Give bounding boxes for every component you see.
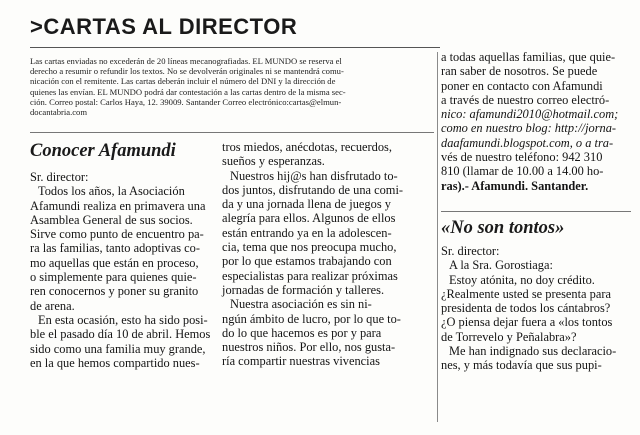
text-line: de arena. [30,298,75,313]
text-line: Sirve como punto de encuentro pa- [30,227,204,242]
text-line: especialistas para realizar próximas [222,268,398,283]
text-line: sido como una familia muy grande, [30,341,206,356]
text-line: En esta ocasión, esto ha sido posi- [38,312,208,327]
text-line: de Torrevelo y Peñalabra»? [441,329,577,344]
notice-line: nicación con el remitente. Las cartas deberán incluir el número del DNI y la dirección de [30,76,336,87]
section-title: >CARTAS AL DIRECTOR [30,14,298,39]
text-line: Estoy atónita, no doy crédito. [449,272,595,287]
submission-notice [30,56,435,117]
text-line: da y una jornada llena de juegos y [222,197,391,212]
text-line: Afamundi realiza en primavera una [30,198,206,213]
text-line: Todos los años, la Asociación [38,184,185,199]
text-line: ren conocernos y poner su granito [30,284,199,299]
text-line: mo aquellas que están en proceso, [30,255,199,270]
title-rule [30,47,440,48]
text-line: tros miedos, anécdotas, recuerdos, [222,140,392,154]
text-line: por lo que estamos trabajando con [222,254,392,269]
text-line: Asamblea General de sus socios. [30,212,193,227]
text-line: do lo que hacemos es por y para [222,325,382,340]
notice-line: docantabria.com [30,107,88,118]
letter2-headline: «No son tontos» [441,218,565,238]
letter2-column [441,244,633,373]
text-line: Nuestra asociación es sin ni- [230,297,372,312]
text-line: ngún ámbito de lucro, por lo que to- [222,311,401,326]
text-line: jornadas de formación y talleres. [222,282,385,297]
letter1-headline: Conocer Afamundi [30,141,176,161]
blog-url: como en nuestro blog: http://jorna- [441,121,617,136]
text-line: sueños y esperanzas. [222,154,325,169]
signature: ras).- Afamundi. Santander. [441,178,589,193]
text-line: ra las familias, tanto adoptivas co- [30,241,200,256]
notice-divider [30,132,434,133]
letter1-column-1 [30,170,216,370]
text-line: poner en contacto con Afamundi [441,78,603,93]
text-line: 810 (llamar de 10.00 a 14.00 ho- [441,164,604,179]
notice-line: quienes las envían. EL MUNDO podrá dar contestación a las cartas dentro de la misma sec- [30,86,346,97]
text-line: ¿Realmente usted se presenta para [441,286,611,301]
column-divider [437,52,438,422]
text-line: presidenta de todos los cántabros? [441,301,611,316]
text-line: Sr. director: [441,244,500,258]
text-line: cia, tema que nos preocupa mucho, [222,240,397,255]
text-line: ble el pasado día 10 de abril. Hemos [30,327,211,342]
text-line: nuestros niños. Por ello, nos gusta- [222,340,396,355]
text-line: en la que hemos compartido nues- [30,355,200,370]
text-line: vés de nuestro teléfono: 942 310 [441,150,603,165]
letter1-column-2 [222,140,434,369]
text-line: a todas aquellas familias, que quie- [441,50,616,64]
text-line: dos juntos, disfrutando de una comi- [222,182,404,197]
text-line: A la Sra. Gorostiaga: [449,258,553,273]
text-line: nes, y más todavía que sus pupi- [441,358,602,373]
text-line: o simplemente para quienes quie- [30,270,197,285]
text-line: ran saber de nosotros. Se puede [441,64,598,79]
text-line: ¿O piensa dejar fuera a «los tontos [441,315,613,330]
letter-divider [441,211,631,212]
text-line: Sr. director: [30,170,89,184]
notice-line: ción. Correo postal: Carlos Haya, 12. 39009. Santander Correo electrónico:cartas@elmun- [30,96,342,107]
letter1-column-3 [441,50,633,193]
notice-line: derecho a resumir o refundir los textos. No se devolverán originales ni se mantendrá comu- [30,66,344,77]
blog-url: daafamundi.blogspot.com, o a tra- [441,135,614,150]
email-address: nico: afamundi2010@hotmail.com; [441,107,619,122]
text-line: alegría para ellos. Algunos de ellos [222,211,396,226]
notice-line: Las cartas enviadas no excederán de 20 líneas mecanografiadas. EL MUNDO se reserva el [30,56,342,66]
text-line: están entrando ya en la adolescen- [222,225,392,240]
text-line: a través de nuestro correo electró- [441,92,610,107]
text-line: Me han indignado sus declaracio- [449,344,617,359]
text-line: Nuestros hij@s han disfrutado to- [230,168,398,183]
text-line: ría compartir nuestras vivencias [222,354,380,369]
